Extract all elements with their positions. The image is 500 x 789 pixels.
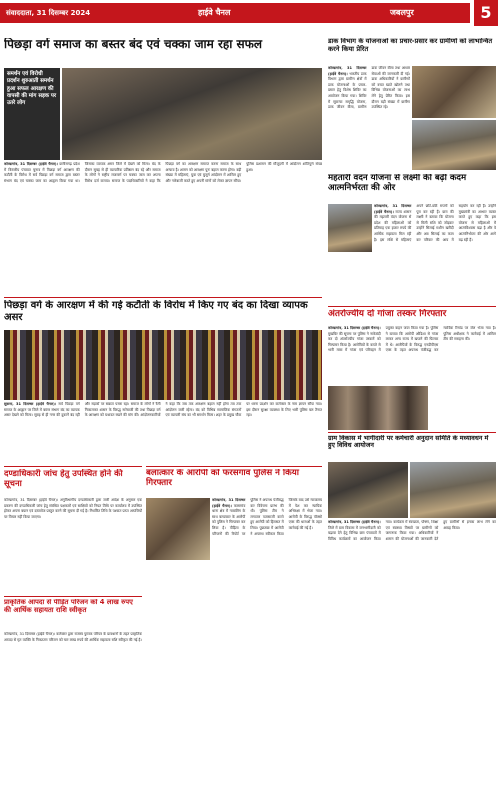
story1-dateline: कोण्डागांव, 31 दिसम्बर (हाईवे चैनल)। <box>4 162 58 166</box>
story9-body <box>328 520 496 670</box>
story3-headline: महतारी वंदन योजना से लक्ष्मी की बढ़ी कदम आत्मनिर्भरता की ओर <box>328 174 467 193</box>
story9-photo <box>328 462 408 518</box>
story3-photo <box>328 204 372 252</box>
story2-body <box>328 66 410 170</box>
story8-dateline: कोण्डागांव, 31 दिसम्बर (हाईवे चैनल)। <box>212 498 246 508</box>
story3-body <box>374 204 496 304</box>
brand-name: हाईवे चैनल <box>198 8 231 17</box>
story7-body: कोण्डागांव, 31 दिसम्बर (हाईवे चैनल)। कलेक्टर द्वारा राजस्व पुस्तक परिपत्र के प्रावधानों के तहत प्राकृतिक आपदा से मृत व्यक्ति के निकटतम परिजन को चार लाख रुपये की आर्थिक सहायता राशि स्वीकृत की गई है। <box>4 632 142 642</box>
divider <box>4 596 142 597</box>
story4-dateline: सुकमा, 31 दिसम्बर (हाईवे चैनल)। <box>4 402 57 406</box>
page-number: 5 <box>474 0 498 26</box>
story1-photo <box>62 68 322 160</box>
story8-photo <box>146 498 210 560</box>
story3-text: राज्य शासन की महतारी वंदन योजना से प्रदेश की महिलाओं को प्रतिमाह एक हजार रुपये की आर्थिक सहायता मिल रही है। इस राशि से महिलाएं अपने छोटे-छोटे सपनों को पूरा कर रही हैं। ग्राम की लक्ष्मी ने बताया कि योजना से मिली राशि को जोड़कर उन्होंने सिलाई मशीन खरीदी और अब सिलाई का काम कर परिवार की आय में सहयोग कर रही हैं। उन्होंने मुख्यमंत्री का आभार व्यक्त करते हुए कहा कि इस योजना से महिलाओं में आत्मविश्वास बढ़ा है और वे आत्मनिर्भरता की ओर आगे बढ़ रही हैं। <box>374 204 496 242</box>
story6-body: कोण्डागांव, 31 दिसम्बर (हाईवे चैनल)। अनुविभागीय दण्डाधिकारी द्वारा जारी आदेश के अनुसार एक प्रकरण की दण्डाधिकारी जांच हेतु संबंधित पक्षकारों एवं साक्षियों को नियत तिथि पर कार्यालय में उपस्थित होकर अपना बयान एवं दस्तावेज प्रस्तुत करने की सूचना दी गई है। निर्धारित तिथि के पश्चात प्राप्त आपत्तियों पर विचार नहीं किया जाएगा। <box>4 498 142 519</box>
story3-dateline: कोण्डागांव, 31 दिसम्बर (हाईवे चैनल)। <box>374 204 412 214</box>
story1-text: छत्तीसगढ़ प्रदेश में त्रिस्तरीय पंचायत चुनाव में पिछड़ा वर्ग आरक्षण की कटौती के विरोध में सर्व पिछड़ा वर्ग समाज द्वारा बस्तर संभाग बंद एवं चक्का जाम का आह्वान किया गया था। जिसका व्यापक असर जिले में देखने को मिला। बंद के दौरान सुबह से ही व्यापारिक प्रतिष्ठान बंद रहे और समाज के लोगों ने राष्ट्रीय राजमार्ग पर चक्का जाम कर अपना विरोध दर्ज कराया। समाज के पदाधिकारियों ने कहा कि पिछड़ा वर्ग का आरक्षण समाप्त करना समाज के साथ अन्याय है। शासन को आरक्षण पुनः बहाल करना होगा। बड़ी संख्या में महिलाएं, युवा एवं बुजुर्ग आंदोलन में शामिल हुए और नारेबाजी करते हुए अपनी मांगों को लेकर ज्ञापन सौंपा। पुलिस प्रशासन की मौजूदगी में आंदोलन शांतिपूर्ण संपन्न हुआ। <box>4 162 322 183</box>
story8-headline: बलात्कार के आरोपी को फरसगांव पुलिस ने किया गिरफ्तार <box>146 469 299 488</box>
story6-headline: दण्डाधिकारी जांच हेतु उपस्थित होने की सूचना <box>4 469 123 488</box>
masthead-bar <box>0 3 470 23</box>
story7-headline: प्राकृतिक आपदा से पीड़ित परिजन को 4 लाख रुपए की आर्थिक सहायता राशि स्वीकृत <box>4 599 133 614</box>
story2-text: भारतीय डाक विभाग द्वारा ग्रामीण क्षेत्रों में डाक योजनाओं के प्रचार-प्रसार हेतु विशेष शिविर का आयोजन किया गया। शिविर में सुकन्या समृद्धि योजना, डाक जीवन बीमा, ग्रामीण डाक जीवन बीमा तथा आधार सेवाओं की जानकारी दी गई। डाक अधिकारियों ने ग्रामीणों को बचत खाते खोलने तथा विभिन्न योजनाओं का लाभ लेने हेतु प्रेरित किया। इस दौरान बड़ी संख्या में ग्रामीण उपस्थित रहे। <box>328 66 410 110</box>
story9-photo-2 <box>410 462 496 518</box>
story4-headline: पिछड़ा वर्ग के आरक्षण में की गई कटौती के विरोध में किए गए बंद का दिखा व्यापक असर <box>4 300 308 323</box>
story5-body <box>328 326 496 384</box>
masthead <box>0 0 500 26</box>
story5-text: मुखबिर की सूचना पर पुलिस ने नाकेबंदी कर दो अंतर्राज्यीय गांजा तस्करों को गिरफ्तार किया है। आरोपियों के कब्जे से भारी मात्रा में गांजा एवं परिवहन में प्रयुक्त वाहन जब्त किया गया है। पुलिस ने बताया कि आरोपी ओडिशा से गांजा लाकर अन्य राज्य में खपाने की फिराक में थे। आरोपियों के विरुद्ध एनडीपीएस एक्ट के तहत अपराध पंजीबद्ध कर न्यायिक रिमांड पर जेल भेजा गया है। पुलिस अधीक्षक ने कार्रवाई में शामिल टीम की सराहना की। <box>328 326 496 353</box>
city-name: जबलपुर <box>390 8 414 17</box>
story4-text: सर्व पिछड़ा वर्ग समाज के आह्वान पर जिले में बस्तर संभाग बंद का व्यापक असर देखने को मिला। सुबह से ही नगर की दुकानें बंद रहीं और सड़कों पर सन्नाटा पसरा रहा। समाज के लोगों ने रैली निकालकर शासन के विरुद्ध नारेबाजी की तथा पिछड़ा वर्ग के आरक्षण को यथावत रखने की मांग की। आंदोलनकारियों ने कहा कि जब तक आरक्षण बहाल नहीं होगा तब तक आंदोलन जारी रहेगा। बंद को विभिन्न सामाजिक संगठनों एवं व्यापारी संघ का भी समर्थन मिला। शहर के प्रमुख चौक पर धरना प्रदर्शन कर कलेक्टर के नाम ज्ञापन सौंपा गया। इस दौरान सुरक्षा व्यवस्था के लिए भारी पुलिस बल तैनात रहा। <box>4 402 322 418</box>
story9-dateline: कोण्डागांव, 31 दिसम्बर (हाईवे चैनल)। <box>328 520 381 524</box>
story5-headline: अंतर्राज्यीय दो गांजा तस्कर गिरफ्तार <box>328 309 447 319</box>
divider <box>4 297 322 298</box>
story9-text: जिले में ग्राम विकास में जनभागीदारी को बढ़ावा देने हेतु विभिन्न ग्राम पंचायतों में विविध कार्यक्रमों का आयोजन किया गया। कार्यक्रम में स्वच्छता, पोषण, शिक्षा एवं स्वास्थ्य विषयों पर ग्रामीणों को जागरूक किया गया। अधिकारियों ने शासन की योजनाओं की जानकारी देते हुए ग्रामीणों से इनका लाभ लेने का आग्रह किया। <box>328 520 496 541</box>
story5-photo <box>328 386 428 430</box>
divider <box>328 306 496 307</box>
story2-photo <box>412 66 496 118</box>
story2-headline: डाक विभाग के योजनाओं का प्रचार-प्रसार कर ग्रामीणों को लाभान्वित करने किया प्रेरित <box>328 38 493 53</box>
story1-body <box>4 162 322 294</box>
story1-sidebar <box>4 68 60 160</box>
story5-dateline: कोण्डागांव, 31 दिसम्बर (हाईवे चैनल)। <box>328 326 381 330</box>
story9-headline: ग्राम विकास में भागीदारी पर कर्मचारी अनुदान समिति के मध्यावधन में हुए विविध आयोजन <box>328 435 489 450</box>
story2-dateline: कोण्डागांव, 31 दिसम्बर (हाईवे चैनल)। <box>328 66 367 76</box>
edition-date: संवाददाता, 31 दिसम्बर 2024 <box>6 9 91 17</box>
story1-headline: पिछड़ा वर्ग समाज का बस्तर बंद एवं चक्का जाम रहा सफल <box>4 38 263 51</box>
divider <box>328 432 496 433</box>
divider <box>146 466 322 467</box>
story4-body <box>4 402 322 464</box>
story8-text: फरसगांव थाना क्षेत्र में नाबालिग के साथ बलात्कार के आरोपी को पुलिस ने गिरफ्तार कर लिया है। पीड़िता के परिजनों की रिपोर्ट पर पुलिस ने अपराध पंजीबद्ध कर विवेचना प्रारंभ की थी। पुलिस टीम ने लगातार पतासाजी करते हुए आरोपी को हिरासत में लिया। पूछताछ में आरोपी ने अपराध स्वीकार किया जिसके बाद उसे न्यायालय में पेश कर न्यायिक अभिरक्षा में भेजा गया। आरोपी के विरुद्ध पॉक्सो एक्ट की धाराओं के तहत कार्रवाई की गई है। <box>212 498 322 536</box>
story2-photo-2 <box>412 120 496 170</box>
story1-sidebar-text: समर्थन एवं विरोधी प्रदर्शन शुरुआती समर्थन हुआ सफल आरक्षण की वापसी की मांग सड़क पर उतरे लोग <box>7 71 57 107</box>
divider <box>4 466 142 467</box>
story8-body <box>212 498 322 568</box>
story4-photo <box>4 330 322 400</box>
